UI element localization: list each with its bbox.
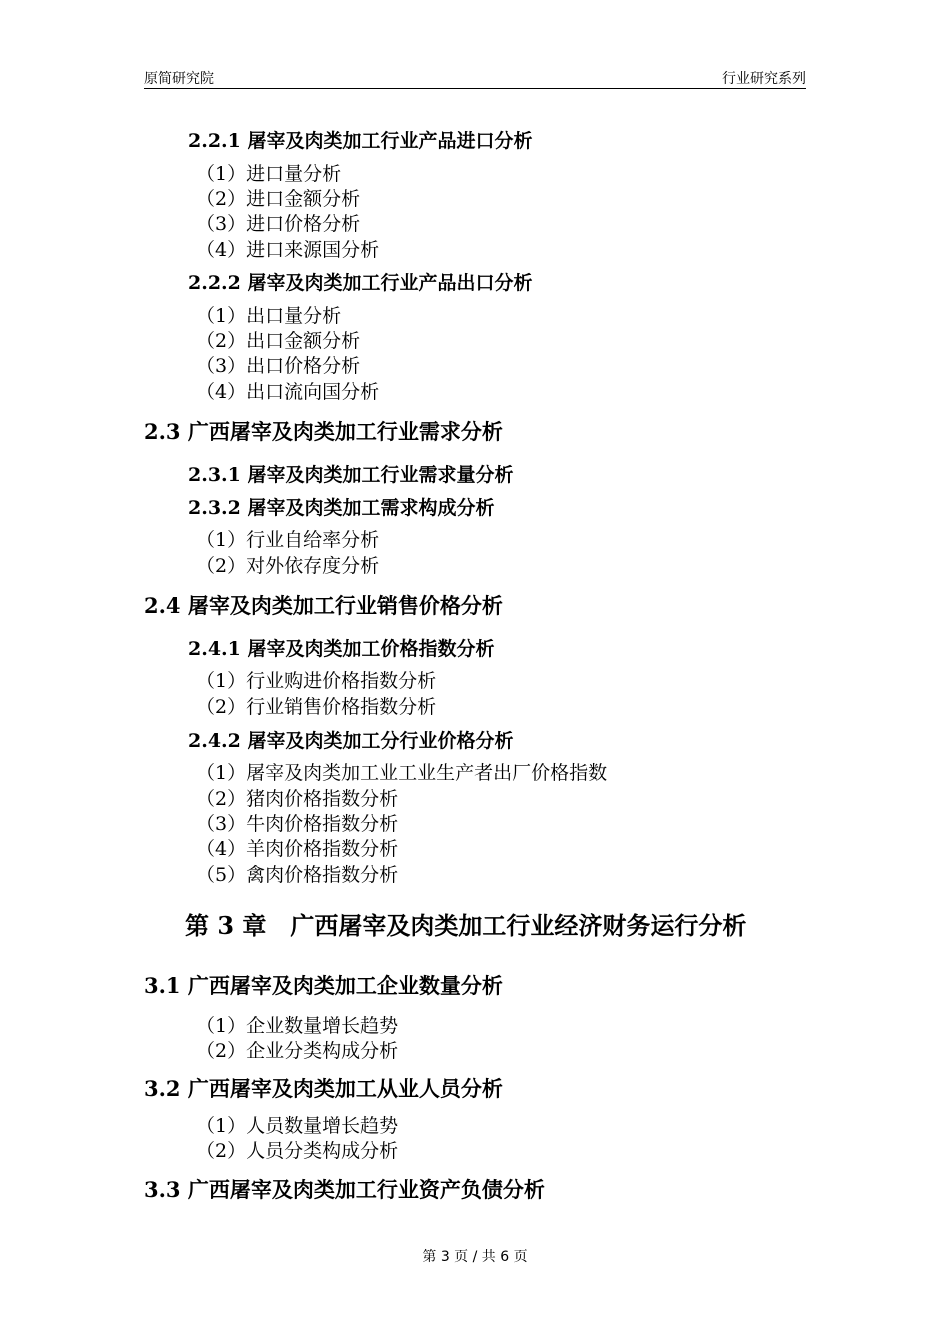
page-number: 第 3 页 / 共 6 页 <box>422 1249 528 1265</box>
header-series-name: 行业研究系列 <box>722 71 806 87</box>
toc-item: （1）人员数量增长趋势 <box>196 1115 399 1137</box>
toc-section-heading: 3.3 广西屠宰及肉类加工行业资产负债分析 <box>144 1177 545 1202</box>
toc-item: （2）对外依存度分析 <box>196 555 380 577</box>
toc-subsection-heading: 2.2.2 屠宰及肉类加工行业产品出口分析 <box>188 272 533 294</box>
toc-subsection-heading: 2.4.2 屠宰及肉类加工分行业价格分析 <box>188 730 514 752</box>
toc-item: （2）人员分类构成分析 <box>196 1140 399 1162</box>
toc-item: （4）进口来源国分析 <box>196 239 380 261</box>
toc-section-heading: 3.2 广西屠宰及肉类加工从业人员分析 <box>144 1076 503 1101</box>
toc-item: （2）企业分类构成分析 <box>196 1040 399 1062</box>
toc-item: （2）猪肉价格指数分析 <box>196 788 399 810</box>
toc-section-heading: 2.4 屠宰及肉类加工行业销售价格分析 <box>144 593 503 618</box>
toc-item: （1）进口量分析 <box>196 163 342 185</box>
toc-item: （2）进口金额分析 <box>196 188 361 210</box>
toc-item: （1）屠宰及肉类加工业工业生产者出厂价格指数 <box>196 762 608 784</box>
toc-item: （1）企业数量增长趋势 <box>196 1015 399 1037</box>
toc-item: （4）出口流向国分析 <box>196 381 380 403</box>
toc-item: （1）行业购进价格指数分析 <box>196 670 437 692</box>
toc-section-heading: 3.1 广西屠宰及肉类加工企业数量分析 <box>144 973 503 998</box>
toc-item: （2）行业销售价格指数分析 <box>196 696 437 718</box>
toc-subsection-heading: 2.2.1 屠宰及肉类加工行业产品进口分析 <box>188 130 533 152</box>
toc-subsection-heading: 2.4.1 屠宰及肉类加工价格指数分析 <box>188 638 495 660</box>
toc-item: （1）行业自给率分析 <box>196 529 380 551</box>
toc-subsection-heading: 2.3.2 屠宰及肉类加工需求构成分析 <box>188 497 495 519</box>
toc-item: （3）牛肉价格指数分析 <box>196 813 399 835</box>
toc-item: （3）出口价格分析 <box>196 355 361 377</box>
header-org-name: 原简研究院 <box>144 71 214 87</box>
toc-item: （5）禽肉价格指数分析 <box>196 864 399 886</box>
toc-item: （3）进口价格分析 <box>196 213 361 235</box>
toc-subsection-heading: 2.3.1 屠宰及肉类加工行业需求量分析 <box>188 464 514 486</box>
page-header <box>144 66 806 89</box>
toc-item: （4）羊肉价格指数分析 <box>196 838 399 860</box>
toc-section-heading: 2.3 广西屠宰及肉类加工行业需求分析 <box>144 419 503 444</box>
toc-item: （1）出口量分析 <box>196 305 342 327</box>
page-footer <box>0 1246 950 1266</box>
toc-chapter-heading: 第 3 章 广西屠宰及肉类加工行业经济财务运行分析 <box>185 911 747 940</box>
toc-item: （2）出口金额分析 <box>196 330 361 352</box>
